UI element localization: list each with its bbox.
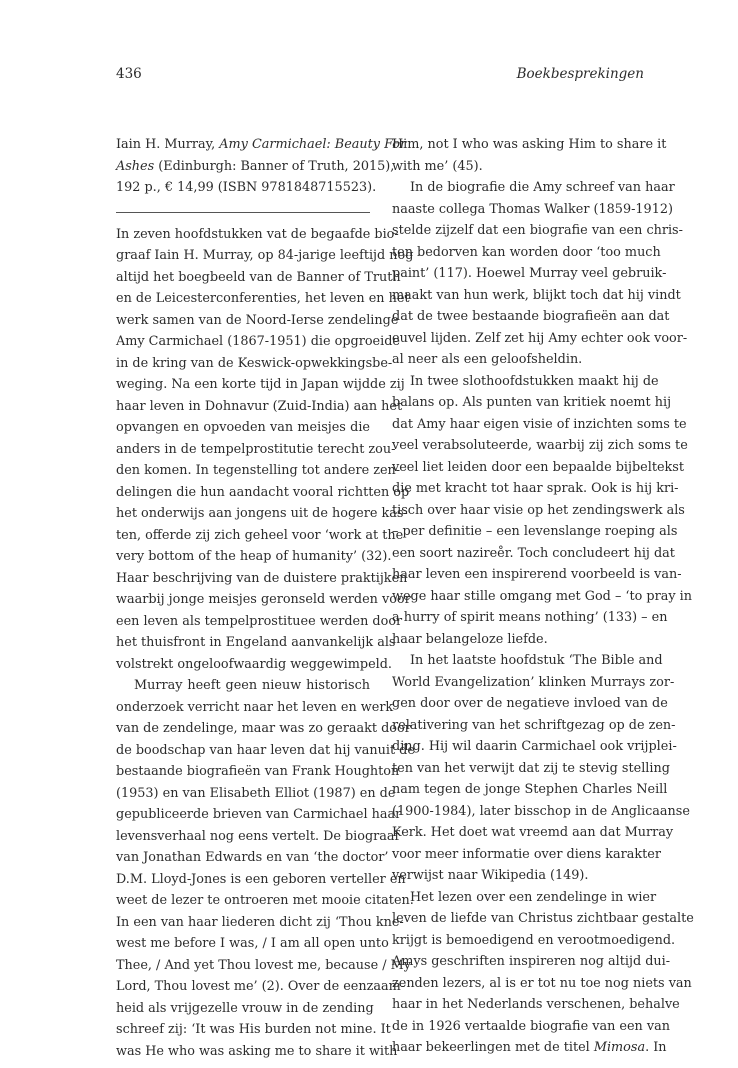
text-line: dat de twee bestaande biografieën aan dat (392, 309, 670, 324)
left-body (116, 224, 415, 1063)
text-line: relativering van het schriftgezag op de zen- (392, 717, 676, 733)
book-citation (116, 134, 407, 199)
text-line: weging. Na een korte tijd in Japan wijdde zij (116, 377, 405, 392)
text-line: maakt van hun werk, blijkt toch dat hij vindt (392, 287, 681, 303)
text-line: ten bedorven kan worden door ‘too much (392, 244, 661, 260)
text-line: weet de lezer te ontroeren met mooie citaten. (116, 893, 414, 908)
page-number: 436 (116, 66, 142, 82)
text-line: de in 1926 vertaalde biografie van een van (392, 1018, 670, 1034)
text-line: altijd het boegbeeld van de Banner of Truth (116, 269, 401, 285)
text-line: opvangen en opvoeden van meisjes die (116, 420, 370, 435)
text-line: levensverhaal nog eens vertelt. De biograaf (116, 828, 400, 844)
text-line: werk samen van de Noord-Ierse zendelinge (116, 312, 399, 328)
text-line: schreef zij: ‘It was His burden not mine. It (116, 1022, 391, 1037)
text-line: krijgt is bemoedigend en verootmoedigend. (392, 932, 676, 948)
text-line: In het laatste hoofdstuk ‘The Bible and (410, 653, 663, 668)
text-line: bestaande biografieën van Frank Houghton (116, 764, 400, 779)
text-line: haar belangeloze liefde. (392, 631, 548, 647)
text-line: dat Amy haar eigen visie of inzichten soms te (392, 416, 687, 432)
text-line: voor meer informatie over diens karakter (392, 846, 661, 862)
text-line: anders in de tempelprostitutie terecht zou- (116, 441, 396, 457)
text-line: balans op. Als punten van kritiek noemt hij (392, 395, 672, 410)
text-line: den komen. In tegenstelling tot andere zen- (116, 463, 401, 478)
text-line: haar bekeerlingen met de titel Mimosa. In (392, 1040, 667, 1055)
left-column (116, 134, 415, 1062)
text-line: very bottom of the heap of humanity’ (32). (116, 549, 392, 564)
text-line: volstrekt ongeloofwaardig weggewimpeld. (116, 656, 392, 672)
text-line: (1953) en van Elisabeth Elliot (1987) en de (116, 785, 396, 801)
right-body (392, 134, 694, 1059)
text-line: van de zendelinge, maar was zo geraakt door (116, 721, 411, 736)
text-line: leven de liefde van Christus zichtbaar gestalte (392, 911, 694, 926)
text-line: veel liet leiden door een bepaalde bijbeltekst (392, 459, 685, 475)
text-line: In zeven hoofdstukken vat de begaafde bio- (116, 226, 399, 242)
text-line: haar in het Nederlands verschenen, behalve (392, 997, 680, 1012)
citation-divider (116, 212, 370, 213)
text-line: Kerk. Het doet wat vreemd aan dat Murray (392, 825, 674, 840)
text-line: nam tegen de jonge Stephen Charles Neill (392, 782, 668, 797)
running-head: Boekbesprekingen (516, 66, 644, 82)
text-line: verwijst naar Wikipedia (149). (392, 868, 589, 883)
citation-line: Iain H. Murray, Amy Carmichael: Beauty For (116, 137, 407, 152)
right-column (392, 134, 694, 1059)
text-line: de boodschap van haar leven dat hij vanuit de (116, 742, 415, 758)
text-line: gepubliceerde brieven van Carmichael haar (116, 807, 402, 822)
text-line: waarbij jonge meisjes geronseld werden voor (116, 592, 411, 607)
text-line: west me before I was, / I am all open unto (116, 936, 389, 951)
text-line: wege haar stille omgang met God – ‘to pray in (392, 588, 692, 604)
text-line: tisch over haar visie op het zendingswerk als (392, 502, 685, 518)
text-line: ding. Hij wil daarin Carmichael ook vrijplei- (392, 739, 677, 754)
text-line: D.M. Lloyd-Jones is een geboren verteller en (116, 871, 406, 887)
text-line: (1900-1984), later bisschop in de Anglicaanse (392, 803, 690, 819)
text-line: a hurry of spirit means nothing’ (133) – en (392, 610, 668, 625)
text-line: veel verabsoluteerde, waarbij zij zich soms te (392, 438, 688, 453)
text-line: Het lezen over een zendelinge in wier (410, 889, 657, 905)
citation-line: 192 p., € 14,99 (ISBN 9781848715523). (116, 180, 377, 195)
text-line: Amy Carmichael (1867-1951) die opgroeide (116, 334, 400, 349)
citation-line: Ashes (Edinburgh: Banner of Truth, 2015), (116, 158, 395, 174)
text-line: haar leven in Dohnavur (Zuid-India) aan het (116, 398, 403, 414)
text-line: Thee, / And yet Thou lovest me, because / My (116, 957, 411, 973)
text-line: – per definitie – een levenslange roeping als (392, 524, 678, 539)
text-line: een soort naziree̊r. Toch concludeert hij dat (392, 545, 675, 561)
text-line: van Jonathan Edwards en van ‘the doctor’ (116, 850, 389, 865)
text-line: Haar beschrijving van de duistere praktijken (116, 570, 408, 586)
text-line: gen door over de negatieve invloed van de (392, 696, 668, 711)
text-line: en de Leicesterconferenties, het leven en het (116, 291, 410, 306)
text-line: with me’ (45). (392, 158, 483, 174)
text-line: In de biografie die Amy schreef van haar (410, 180, 675, 195)
text-line: graaf Iain H. Murray, op 84-jarige leeftijd nog (116, 248, 414, 263)
text-line: naaste collega Thomas Walker (1859-1912) (392, 201, 673, 217)
text-line: haar leven een inspirerend voorbeeld is van- (392, 567, 682, 582)
text-line: in de kring van de Keswick-opwekkingsbe- (116, 355, 393, 371)
text-line: In twee slothoofdstukken maakt hij de (410, 373, 659, 389)
text-line: Murray heeft geen nieuw historisch (134, 678, 370, 693)
text-line: Lord, Thou lovest me’ (2). Over de eenzaam- (116, 979, 406, 994)
text-line: het thuisfront in Engeland aanvankelijk als (116, 635, 396, 650)
text-line: Him, not I who was asking Him to share it (392, 137, 667, 152)
text-line: heid als vrijgezelle vrouw in de zending (116, 1000, 374, 1016)
text-line: euvel lijden. Zelf zet hij Amy echter ook voor- (392, 330, 688, 346)
text-line: een leven als tempelprostituee werden door (116, 613, 403, 629)
text-line: het onderwijs aan jongens uit de hogere kas- (116, 506, 408, 521)
text-line: World Evangelization’ klinken Murrays zor- (392, 674, 675, 690)
text-line: paint’ (117). Hoewel Murray veel gebruik- (392, 266, 667, 281)
text-line: stelde zijzelf dat een biografie van een chris- (392, 223, 683, 238)
text-line: ten van het verwijt dat zij te stevig stelling (392, 760, 670, 776)
text-line: die met kracht tot haar sprak. Ook is hij kri- (392, 481, 679, 496)
text-line: In een van haar liederen dicht zij ‘Thou kne- (116, 914, 404, 930)
text-line: onderzoek verricht naar het leven en werk (116, 699, 394, 715)
text-line: ten, offerde zij zich geheel voor ‘work at the (116, 527, 404, 543)
text-line: zenden lezers, al is er tot nu toe nog niets van (392, 975, 692, 991)
text-line: Amys geschriften inspireren nog altijd dui- (392, 954, 671, 969)
text-line: was He who was asking me to share it with (116, 1043, 398, 1059)
text-line: al neer als een geloofsheldin. (392, 352, 583, 367)
text-line: delingen die hun aandacht vooral richtten op (116, 484, 410, 500)
